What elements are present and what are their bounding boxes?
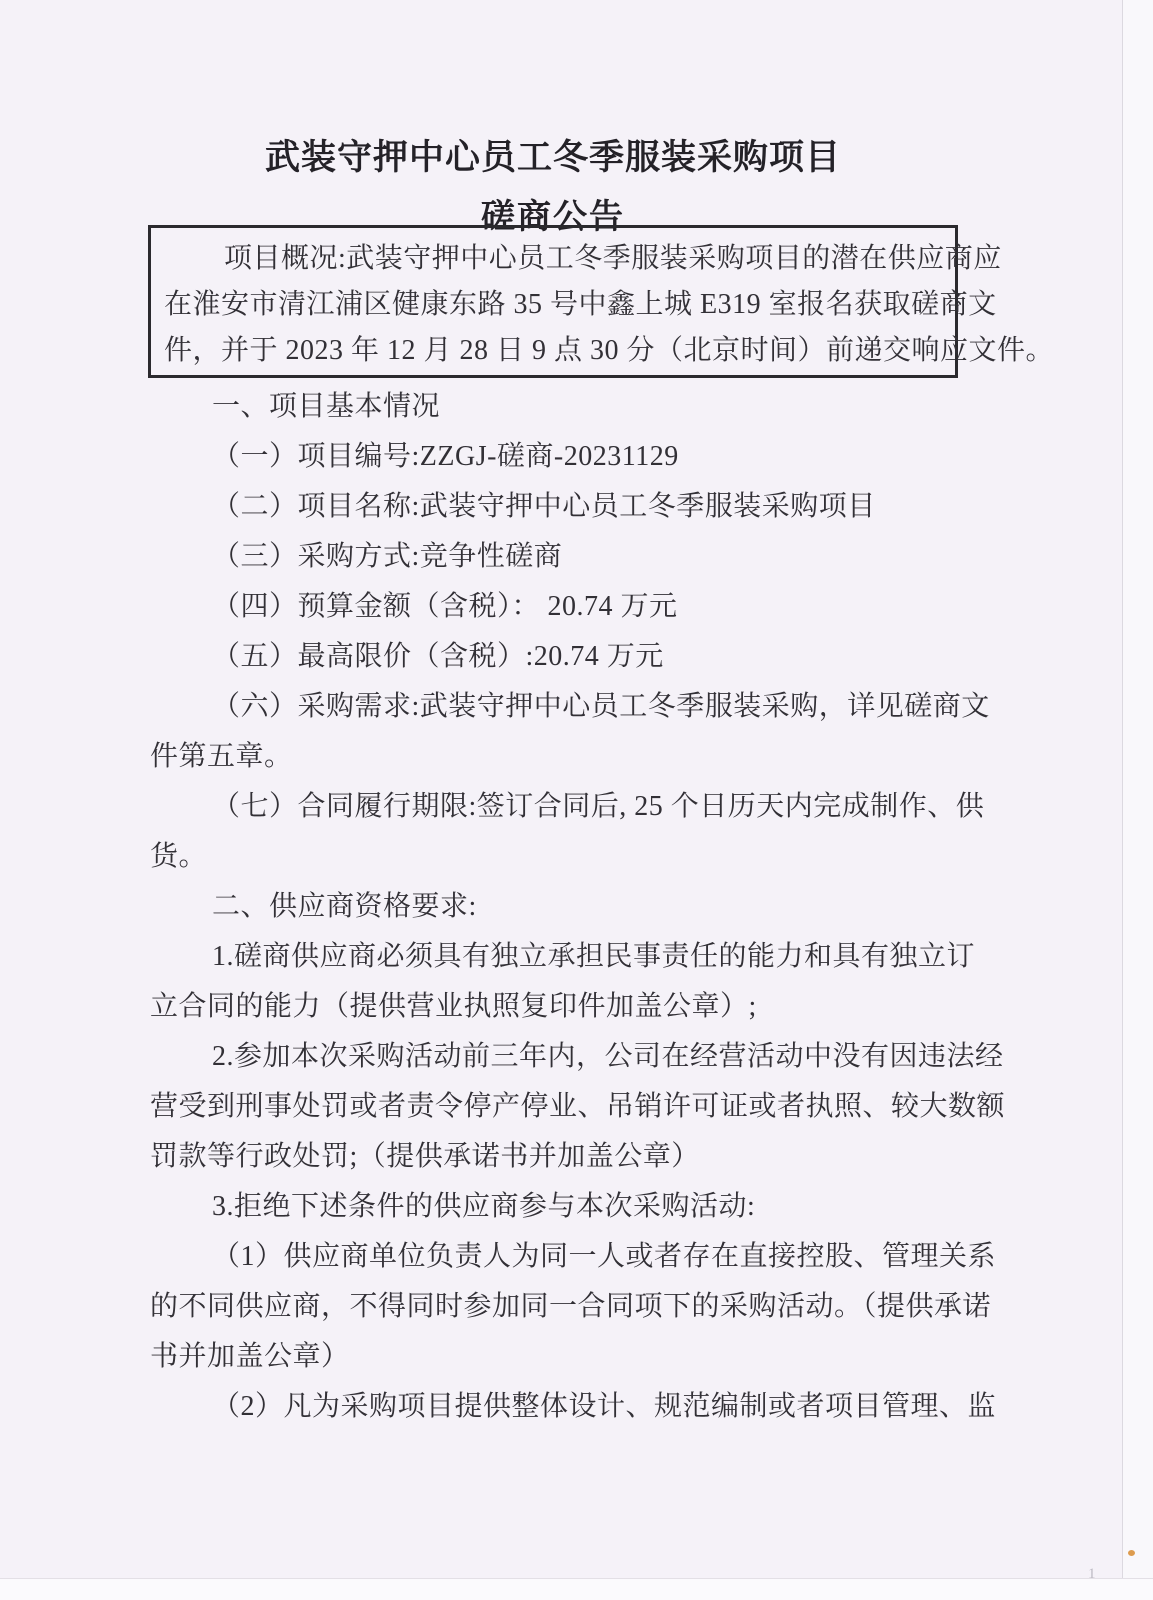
- project-name-line: （二）项目名称:武装守押中心员工冬季服装采购项目: [212, 491, 876, 522]
- budget-amount-line: （四）预算金额（含税）： 20.74 万元: [212, 591, 678, 622]
- procurement-method-line: （三）采购方式:竞争性磋商: [212, 541, 563, 572]
- contract-period-line: 货。: [150, 841, 208, 872]
- project-number-line: （一）项目编号:ZZGJ-磋商-20231129: [212, 441, 679, 472]
- rejection-condition-1: 的不同供应商，不得同时参加同一合同项下的采购活动。（提供承诺: [150, 1291, 992, 1322]
- scan-edge-band: [1122, 0, 1153, 1600]
- document-title-line2: 磋商公告: [481, 199, 625, 236]
- procurement-demand-line: （六）采购需求:武装守押中心员工冬季服装采购，详见磋商文: [212, 691, 990, 722]
- project-overview-line: 在淮安市清江浦区健康东路 35 号中鑫上城 E319 室报名获取磋商文: [164, 289, 997, 320]
- document-title-line1: 武装守押中心员工冬季服装采购项目: [264, 138, 841, 177]
- qualification-item-1: 1.磋商供应商必须具有独立承担民事责任的能力和具有独立订: [212, 941, 976, 972]
- page-number: 1: [1088, 1566, 1096, 1582]
- project-overview-line: 件，并于 2023 年 12 月 28 日 9 点 30 分（北京时间）前递交响应文件。: [164, 335, 1055, 366]
- project-overview-line: 项目概况:武装守押中心员工冬季服装采购项目的潜在供应商应: [224, 243, 1002, 274]
- qualification-item-2: 罚款等行政处罚;（提供承诺书并加盖公章）: [150, 1141, 700, 1172]
- contract-period-line: （七）合同履行期限:签订合同后, 25 个日历天内完成制作、供: [212, 791, 985, 822]
- scan-bottom-band: [0, 1578, 1153, 1600]
- document-body: [150, 382, 1016, 1432]
- section-1-heading: 一、项目基本情况: [212, 391, 441, 422]
- qualification-item-1: 立合同的能力（提供营业执照复印件加盖公章）;: [150, 991, 757, 1022]
- rejection-condition-1: 书并加盖公章）: [150, 1341, 350, 1372]
- qualification-item-2: 营受到刑事处罚或者责令停产停业、吊销许可证或者执照、较大数额: [150, 1091, 1006, 1122]
- rejection-condition-1: （1）供应商单位负责人为同一人或者存在直接控股、管理关系: [212, 1241, 997, 1272]
- rejection-condition-2: （2）凡为采购项目提供整体设计、规范编制或者项目管理、监: [212, 1391, 997, 1422]
- qualification-item-2: 2.参加本次采购活动前三年内，公司在经营活动中没有因违法经: [212, 1041, 1004, 1072]
- scan-speck: [1128, 1550, 1135, 1556]
- procurement-demand-line: 件第五章。: [150, 741, 293, 772]
- section-2-heading: 二、供应商资格要求:: [212, 891, 477, 922]
- max-price-line: （五）最高限价（含税）:20.74 万元: [212, 641, 664, 672]
- qualification-item-3: 3.拒绝下述条件的供应商参与本次采购活动:: [212, 1191, 756, 1222]
- project-overview-box: [148, 225, 1055, 378]
